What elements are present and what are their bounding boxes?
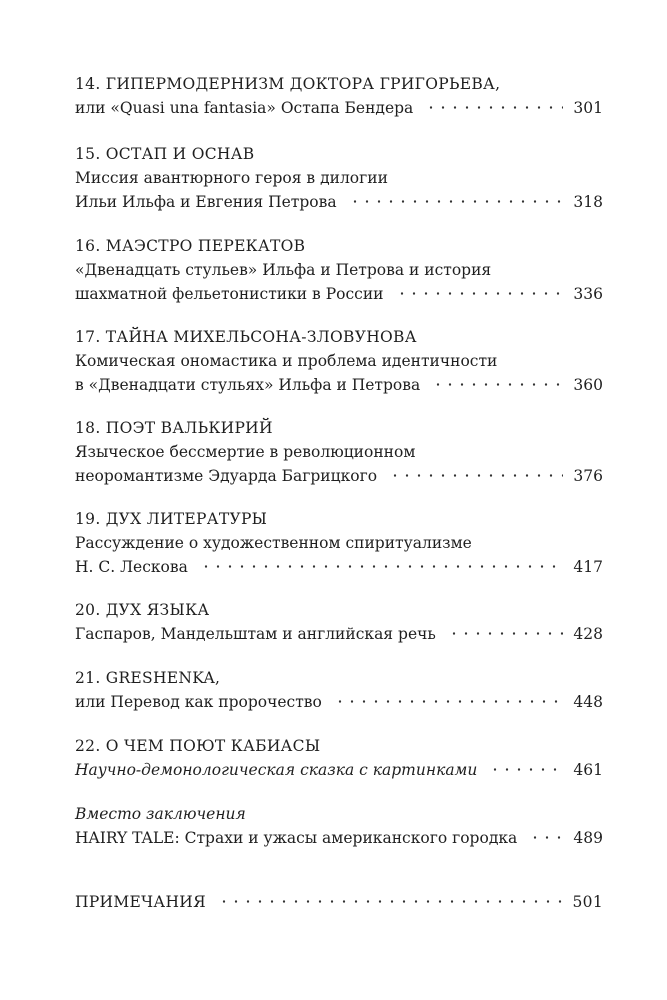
toc-entry-19 — [75, 507, 603, 579]
section-label: Вместо заключения — [75, 805, 246, 823]
toc-entry-14 — [75, 72, 603, 120]
toc-entry-conclusion — [75, 802, 603, 850]
chapter-subtitle-line — [75, 622, 603, 646]
toc-entry-17 — [75, 325, 603, 397]
dot-leader — [198, 565, 564, 568]
chapter-subtitle: «Двенадцать стульев» Ильфа и Петрова и история — [75, 261, 492, 279]
chapter-title: 14. ГИПЕРМОДЕРНИЗМ ДОКТОРА ГРИГОРЬЕВА, — [75, 75, 501, 93]
chapter-subtitle: Комическая ономастика и проблема идентичности — [75, 352, 498, 370]
page-number: 301 — [573, 99, 603, 117]
dot-leader — [394, 292, 564, 295]
chapter-subtitle: Гаспаров, Мандельштам и английская речь — [75, 625, 436, 643]
page-number: 417 — [573, 558, 603, 576]
dot-leader — [387, 474, 563, 477]
chapter-title: 20. ДУХ ЯЗЫКА — [75, 601, 210, 619]
chapter-title: 21. GRESHENKA, — [75, 669, 221, 687]
chapter-subtitle-line — [75, 758, 603, 782]
page-number: 318 — [573, 193, 603, 211]
chapter-subtitle: неоромантизме Эдуарда Багрицкого — [75, 467, 378, 485]
chapter-subtitle-line — [75, 190, 603, 214]
dot-leader — [527, 836, 563, 839]
page-number: 501 — [572, 893, 603, 911]
toc-entry-notes — [75, 890, 603, 914]
chapter-title: 15. ОСТАП И ОСНАВ — [75, 145, 255, 163]
chapter-subtitle: HAIRY TALE: Страхи и ужасы американского городка — [75, 829, 518, 847]
chapter-subtitle: Научно-демонологическая сказка с картинками — [75, 761, 478, 779]
dot-leader — [216, 900, 563, 903]
chapter-subtitle: Н. С. Лескова — [75, 558, 188, 576]
chapter-subtitle: шахматной фельетонистики в России — [75, 285, 384, 303]
toc-entry-15 — [75, 142, 603, 214]
toc-entry-22 — [75, 734, 603, 782]
chapter-title: 22. О ЧЕМ ПОЮТ КАБИАСЫ — [75, 737, 321, 755]
chapter-subtitle-line — [75, 282, 603, 306]
chapter-subtitle-line — [75, 555, 603, 579]
chapter-subtitle: Миссия авантюрного героя в дилогии — [75, 169, 388, 187]
dot-leader — [347, 200, 564, 203]
chapter-subtitle: в «Двенадцати стульях» Ильфа и Петрова — [75, 376, 421, 394]
page-number: 428 — [573, 625, 603, 643]
chapter-subtitle-line — [75, 690, 603, 714]
toc-entry-21 — [75, 666, 603, 714]
chapter-title: 19. ДУХ ЛИТЕРАТУРЫ — [75, 510, 268, 528]
page-number: 336 — [573, 285, 603, 303]
dot-leader — [332, 700, 564, 703]
chapter-title: 16. МАЭСТРО ПЕРЕКАТОВ — [75, 237, 306, 255]
toc-entry-16 — [75, 234, 603, 306]
page-number: 376 — [573, 467, 603, 485]
dot-leader — [423, 106, 563, 109]
chapter-subtitle: или «Quasi una fantasia» Остапа Бендера — [75, 99, 414, 117]
page-number: 461 — [573, 761, 603, 779]
dot-leader — [430, 383, 563, 386]
page-number: 360 — [573, 376, 603, 394]
chapter-subtitle-line — [75, 96, 603, 120]
chapter-title: 18. ПОЭТ ВАЛЬКИРИЙ — [75, 419, 273, 437]
chapter-title: 17. ТАЙНА МИХЕЛЬСОНА-ЗЛОВУНОВА — [75, 328, 417, 346]
chapter-subtitle-line — [75, 890, 603, 914]
page-number: 448 — [573, 693, 603, 711]
toc-entry-18 — [75, 416, 603, 488]
toc-entry-20 — [75, 598, 603, 646]
chapter-subtitle: Языческое бессмертие в революционном — [75, 443, 416, 461]
chapter-subtitle: или Перевод как пророчество — [75, 693, 322, 711]
notes-title: ПРИМЕЧАНИЯ — [75, 893, 206, 911]
chapter-subtitle: Рассуждение о художественном спиритуализме — [75, 534, 472, 552]
page-number: 489 — [573, 829, 603, 847]
chapter-subtitle: Ильи Ильфа и Евгения Петрова — [75, 193, 337, 211]
chapter-subtitle-line — [75, 373, 603, 397]
dot-leader — [487, 768, 563, 771]
chapter-subtitle-line — [75, 464, 603, 488]
chapter-subtitle-line — [75, 826, 603, 850]
dot-leader — [446, 632, 564, 635]
